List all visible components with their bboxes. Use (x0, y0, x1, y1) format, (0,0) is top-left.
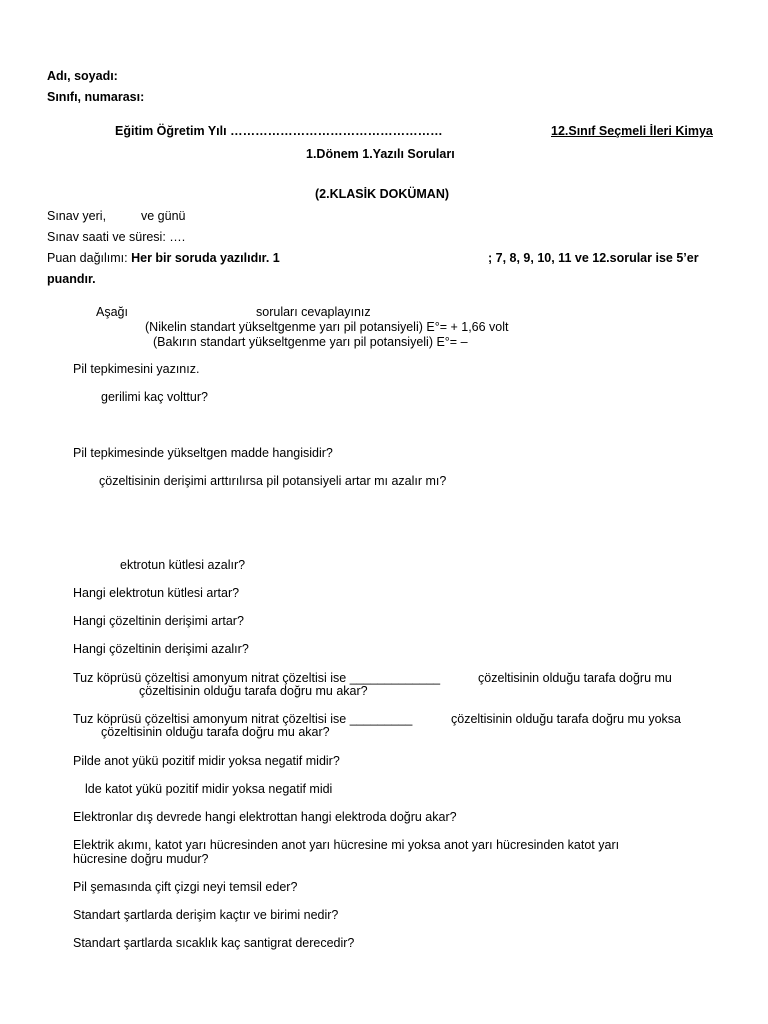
question-item: gerilimi kaç volttur? (101, 390, 208, 404)
points-label: Puan dağılımı: (47, 251, 128, 265)
question-item: Pil şemasında çift çizgi neyi temsil eder? (73, 880, 298, 894)
points-line (47, 251, 280, 266)
question-item: çözeltisinin olduğu tarafa doğru mu akar? (101, 725, 330, 739)
question-item: Standart şartlarda derişim kaçtır ve birimi nedir? (73, 908, 339, 922)
question-item: Standart şartlarda sıcaklık kaç santigrat derecedir? (73, 936, 355, 950)
name-label: Adı, soyadı: (47, 69, 118, 83)
exam-title: 1.Dönem 1.Yazılı Soruları (306, 147, 455, 161)
question-item: Pil tepkimesinde yükseltgen madde hangisidir? (73, 446, 333, 460)
class-label: Sınıfı, numarası: (47, 90, 145, 104)
question-item: lde katot yükü pozitif midir yoksa negatif midi (85, 782, 333, 796)
question-item: Tuz köprüsü çözeltisi amonyum nitrat çözeltisi ise _________ (73, 712, 413, 726)
question-item: Elektronlar dış devrede hangi elektrottan hangi elektroda doğru akar? (73, 810, 457, 824)
question-item: Hangi çözeltinin derişimi azalır? (73, 642, 249, 656)
question-item: Pilde anot yükü pozitif midir yoksa negatif midir? (73, 754, 340, 768)
question-item: hücresine doğru mudur? (73, 852, 209, 866)
intro-line-3: (Bakırın standart yükseltgenme yarı pil potansiyeli) E°= – (153, 335, 468, 349)
exam-time-label: Sınav saati ve süresi: …. (47, 230, 186, 244)
exam-day-label: ve günü (141, 209, 186, 223)
academic-year-label: Eğitim Öğretim Yılı …………………………………………… (115, 124, 443, 138)
question-item: çözeltisinin derişimi arttırılırsa pil potansiyeli artar mı azalır mı? (99, 474, 447, 488)
intro-line-1b: soruları cevaplayınız (256, 305, 371, 319)
question-item: Tuz köprüsü çözeltisi amonyum nitrat çözeltisi ise _____________ (73, 671, 441, 685)
document-type: (2.KLASİK DOKÜMAN) (315, 187, 450, 201)
intro-line-1a: Aşağı (96, 305, 128, 319)
question-item: ektrotun kütlesi azalır? (120, 558, 246, 572)
points-text-2: ; 7, 8, 9, 10, 11 ve 12.sorular ise 5’er (488, 251, 699, 265)
intro-line-2: (Nikelin standart yükseltgenme yarı pil potansiyeli) E°= + 1,66 volt (145, 320, 509, 334)
question-item: Pil tepkimesini yazınız. (73, 362, 200, 376)
question-item: çözeltisinin olduğu tarafa doğru mu yoksa (451, 712, 681, 726)
question-item: çözeltisinin olduğu tarafa doğru mu akar? (139, 684, 368, 698)
exam-place-label: Sınav yeri, (47, 209, 107, 223)
question-item: Hangi çözeltinin derişimi artar? (73, 614, 244, 628)
question-item: Hangi elektrotun kütlesi artar? (73, 586, 240, 600)
course-title: 12.Sınıf Seçmeli İleri Kimya (551, 124, 713, 138)
question-item: Elektrik akımı, katot yarı hücresinden anot yarı hücresine mi yoksa anot yarı hücresinden katot yarı (73, 838, 620, 852)
points-text: Her bir soruda yazılıdır. 1 (131, 251, 280, 265)
points-text-3: puandır. (47, 272, 96, 286)
question-item: çözeltisinin olduğu tarafa doğru mu (478, 671, 672, 685)
